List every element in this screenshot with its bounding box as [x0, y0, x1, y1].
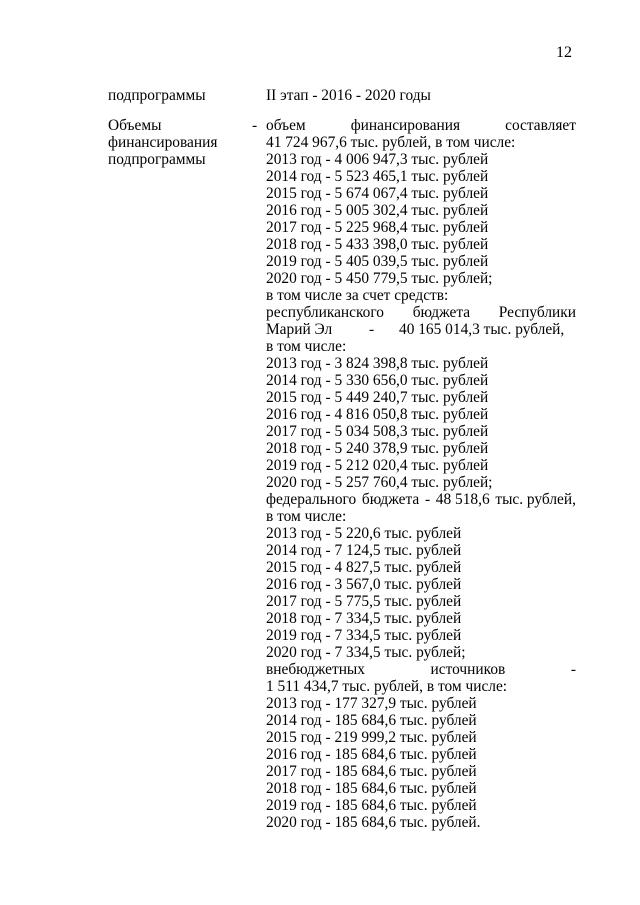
- extra-year-line: 2016 год - 185 684,6 тыс. рублей: [266, 746, 477, 763]
- republic-line: [266, 304, 576, 321]
- intro-word: составляет: [505, 117, 576, 134]
- total-year-line: 2013 год - 4 006 947,3 тыс. рублей: [266, 151, 489, 168]
- financing-label: [108, 117, 217, 168]
- total-year-line: 2016 год - 5 005 302,4 тыс. рублей: [266, 202, 489, 219]
- federal-year-line: 2014 год - 7 124,5 тыс. рублей: [266, 542, 462, 559]
- extra-line: [266, 661, 576, 678]
- total-year-line: 2018 год - 5 433 398,0 тыс. рублей: [266, 236, 489, 253]
- republic-year-line: 2016 год - 4 816 050,8 тыс. рублей: [266, 406, 489, 423]
- intro-line: [266, 117, 576, 134]
- republic-dash: -: [369, 321, 375, 338]
- total-year-line: 2015 год - 5 674 067,4 тыс. рублей: [266, 185, 489, 202]
- extra-word: внебюджетных: [266, 661, 365, 678]
- intro-word: финансирования: [350, 117, 461, 134]
- federal-year-line: 2017 год - 5 775,5 тыс. рублей: [266, 593, 462, 610]
- total-year-line: 2020 год - 5 450 779,5 тыс. рублей;: [266, 270, 493, 287]
- total-year-line: 2017 год - 5 225 968,4 тыс. рублей: [266, 219, 489, 236]
- intro-total: 41 724 967,6 тыс. рублей, в том числе:: [266, 134, 516, 151]
- sources-intro: в том числе за счет средств:: [266, 287, 449, 304]
- label-dash: -: [252, 117, 258, 134]
- federal-years-list: [266, 525, 576, 661]
- total-years-list: [266, 151, 576, 287]
- federal-year-line: 2015 год - 4 827,5 тыс. рублей: [266, 559, 462, 576]
- federal-year-line: 2018 год - 7 334,5 тыс. рублей: [266, 610, 462, 627]
- republic-year-line: 2019 год - 5 212 020,4 тыс. рублей: [266, 457, 489, 474]
- extra-year-line: 2013 год - 177 327,9 тыс. рублей: [266, 695, 477, 712]
- extra-year-line: 2020 год - 185 684,6 тыс. рублей.: [266, 814, 481, 831]
- republic-word: бюджета: [412, 304, 471, 321]
- republic-total-line: [266, 321, 576, 338]
- federal-year-line: 2016 год - 3 567,0 тыс. рублей: [266, 576, 462, 593]
- extra-word: -: [570, 661, 576, 678]
- total-year-line: 2014 год - 5 523 465,1 тыс. рублей: [266, 168, 489, 185]
- label-line: подпрограммы: [108, 151, 206, 168]
- republic-incl: в том числе:: [266, 338, 347, 355]
- total-year-line: 2019 год - 5 405 039,5 тыс. рублей: [266, 253, 489, 270]
- extra-year-line: 2018 год - 185 684,6 тыс. рублей: [266, 780, 477, 797]
- federal-word: 48 518,6: [435, 491, 490, 508]
- republic-year-line: 2014 год - 5 330 656,0 тыс. рублей: [266, 372, 489, 389]
- republic-year-line: 2017 год - 5 034 508,3 тыс. рублей: [266, 423, 489, 440]
- header-value: II этап - 2016 - 2020 годы: [266, 87, 431, 104]
- republic-word: Республики: [498, 304, 576, 321]
- federal-word: тыс. рублей,: [495, 491, 576, 508]
- federal-line: [266, 491, 576, 508]
- extra-total: 1 511 434,7 тыс. рублей, в том числе:: [266, 678, 508, 695]
- extra-year-line: 2014 год - 185 684,6 тыс. рублей: [266, 712, 477, 729]
- republic-year-line: 2020 год - 5 257 760,4 тыс. рублей;: [266, 474, 493, 491]
- federal-year-line: 2020 год - 7 334,5 тыс. рублей;: [266, 644, 466, 661]
- intro-word: объем: [266, 117, 306, 134]
- extra-year-line: 2015 год - 219 999,2 тыс. рублей: [266, 729, 477, 746]
- federal-word: -: [424, 491, 431, 508]
- federal-word: федерального: [266, 491, 357, 508]
- page-number: 12: [556, 44, 572, 61]
- extra-year-line: 2019 год - 185 684,6 тыс. рублей: [266, 797, 477, 814]
- extra-year-line: 2017 год - 185 684,6 тыс. рублей: [266, 763, 477, 780]
- republic-word: республиканского: [266, 304, 384, 321]
- federal-year-line: 2019 год - 7 334,5 тыс. рублей: [266, 627, 462, 644]
- federal-incl: в том числе:: [266, 508, 347, 525]
- republic-name: Марий Эл: [266, 321, 333, 338]
- republic-total: 40 165 014,3 тыс. рублей,: [399, 321, 565, 338]
- federal-year-line: 2013 год - 5 220,6 тыс. рублей: [266, 525, 462, 542]
- republic-year-line: 2013 год - 3 824 398,8 тыс. рублей: [266, 355, 489, 372]
- extra-word: источников: [430, 661, 506, 678]
- label-line: финансирования: [108, 134, 218, 151]
- federal-word: бюджета: [361, 491, 420, 508]
- republic-year-line: 2018 год - 5 240 378,9 тыс. рублей: [266, 440, 489, 457]
- financing-content: [266, 117, 576, 831]
- header-label: подпрограммы: [108, 87, 206, 104]
- label-line: Объемы: [108, 117, 162, 134]
- republic-year-line: 2015 год - 5 449 240,7 тыс. рублей: [266, 389, 489, 406]
- republic-years-list: [266, 355, 576, 491]
- extra-years-list: [266, 695, 576, 831]
